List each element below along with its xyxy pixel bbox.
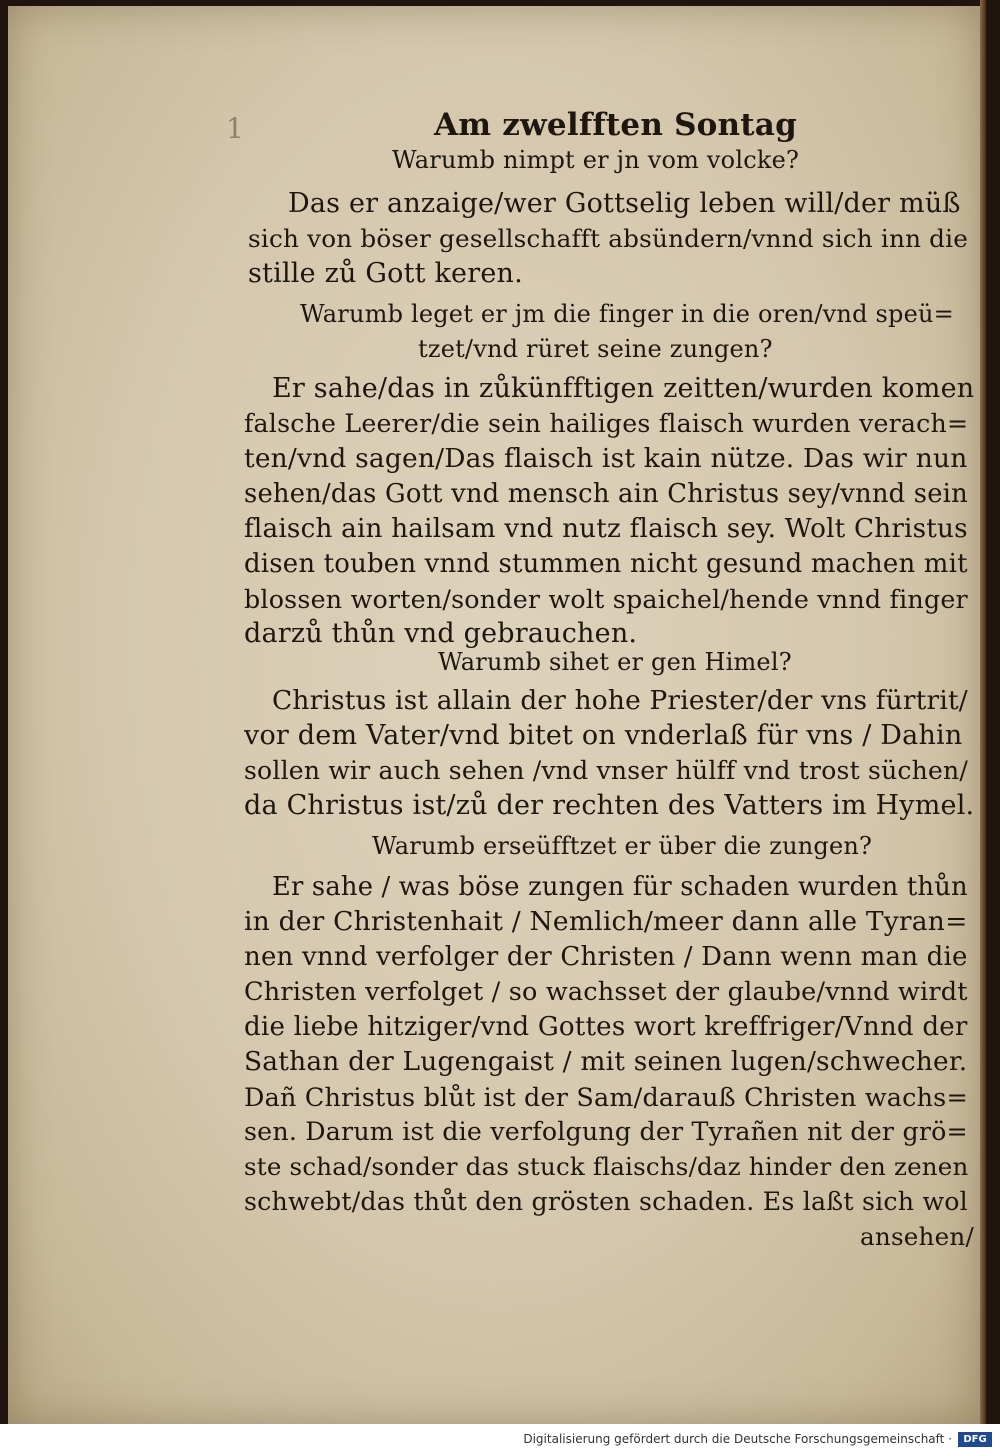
text-line: ste schad/sonder das stuck flaischs/daz hinder den zenen (244, 1152, 969, 1181)
text-line: Dañ Christus blůt ist der Sam/darauß Christen wachs= (244, 1082, 968, 1112)
page-heading: Am zwelfften Sontag (434, 107, 797, 143)
text-line: in der Christenhait / Nemlich/meer dann alle Tyran= (244, 906, 968, 937)
text-line: sich von böser gesellschafft absündern/vnnd sich inn die (248, 224, 969, 253)
text-line: Er sahe/das in zůkünfftigen zeitten/wurden komen (272, 373, 975, 404)
dfg-logo: DFG (958, 1432, 992, 1447)
catchword: ansehen/ (860, 1222, 974, 1251)
text-line: Er sahe / was böse zungen für schaden wurden thůn (272, 872, 968, 902)
text-line: schwebt/das thůt den grösten schaden. Es laßt sich wol (244, 1187, 968, 1216)
text-line: darzů thůn vnd gebrauchen. (244, 618, 638, 649)
text-line: Christen verfolget / so wachsset der glaube/vnnd wirdt (244, 977, 968, 1007)
text-line: nen vnnd verfolger der Christen / Dann wenn man die (244, 942, 968, 972)
text-line: vor dem Vater/vnd bitet on vnderlaß für vns / Dahin (244, 720, 963, 751)
text-line: sehen/das Gott vnd mensch ain Christus sey/vnnd sein (244, 479, 968, 509)
footer-credit: Digitalisierung gefördert durch die Deutsche Forschungsgemeinschaft · (523, 1432, 952, 1446)
question-heading: Warumb erseüfftzet er über die zungen? (372, 832, 873, 860)
text-line: stille zů Gott keren. (248, 258, 523, 289)
question-heading: Warumb nimpt er jn vom volcke? (392, 146, 800, 174)
text-line: sollen wir auch sehen /vnd vnser hülff vnd trost süchen/ (244, 756, 969, 785)
question-heading: Warumb leget er jm die finger in die oren/vnd speü= (300, 300, 954, 328)
text-line: Christus ist allain der hohe Priester/der vns fürtrit/ (272, 686, 968, 716)
marginal-mark: 1 (226, 112, 244, 145)
text-line: flaisch ain hailsam vnd nutz flaisch sey. Wolt Christus (244, 514, 968, 544)
question-heading: Warumb sihet er gen Himel? (438, 648, 792, 676)
text-line: ten/vnd sagen/Das flaisch ist kain nütze. Das wir nun (244, 443, 968, 474)
text-line: sen. Darum ist die verfolgung der Tyrañen nit der grö= (244, 1117, 968, 1146)
text-line: Sathan der Lugengaist / mit seinen lugen/schwecher. (244, 1046, 968, 1077)
footer-bar (0, 1424, 1000, 1456)
text-line: falsche Leerer/die sein hailiges flaisch wurden verach= (244, 409, 969, 438)
text-line: die liebe hitziger/vnd Gottes wort kreffriger/Vnnd der (244, 1012, 968, 1042)
text-line: disen touben vnnd stummen nicht gesund machen mit (244, 549, 968, 579)
question-heading: tzet/vnd rüret seine zungen? (418, 335, 773, 363)
text-line: blossen worten/sonder wolt spaichel/hende vnnd finger (244, 584, 968, 614)
text-line: da Christus ist/zů der rechten des Vatters im Hymel. (244, 790, 975, 821)
text-line: Das er anzaige/wer Gottselig leben will/der müß (288, 188, 961, 219)
